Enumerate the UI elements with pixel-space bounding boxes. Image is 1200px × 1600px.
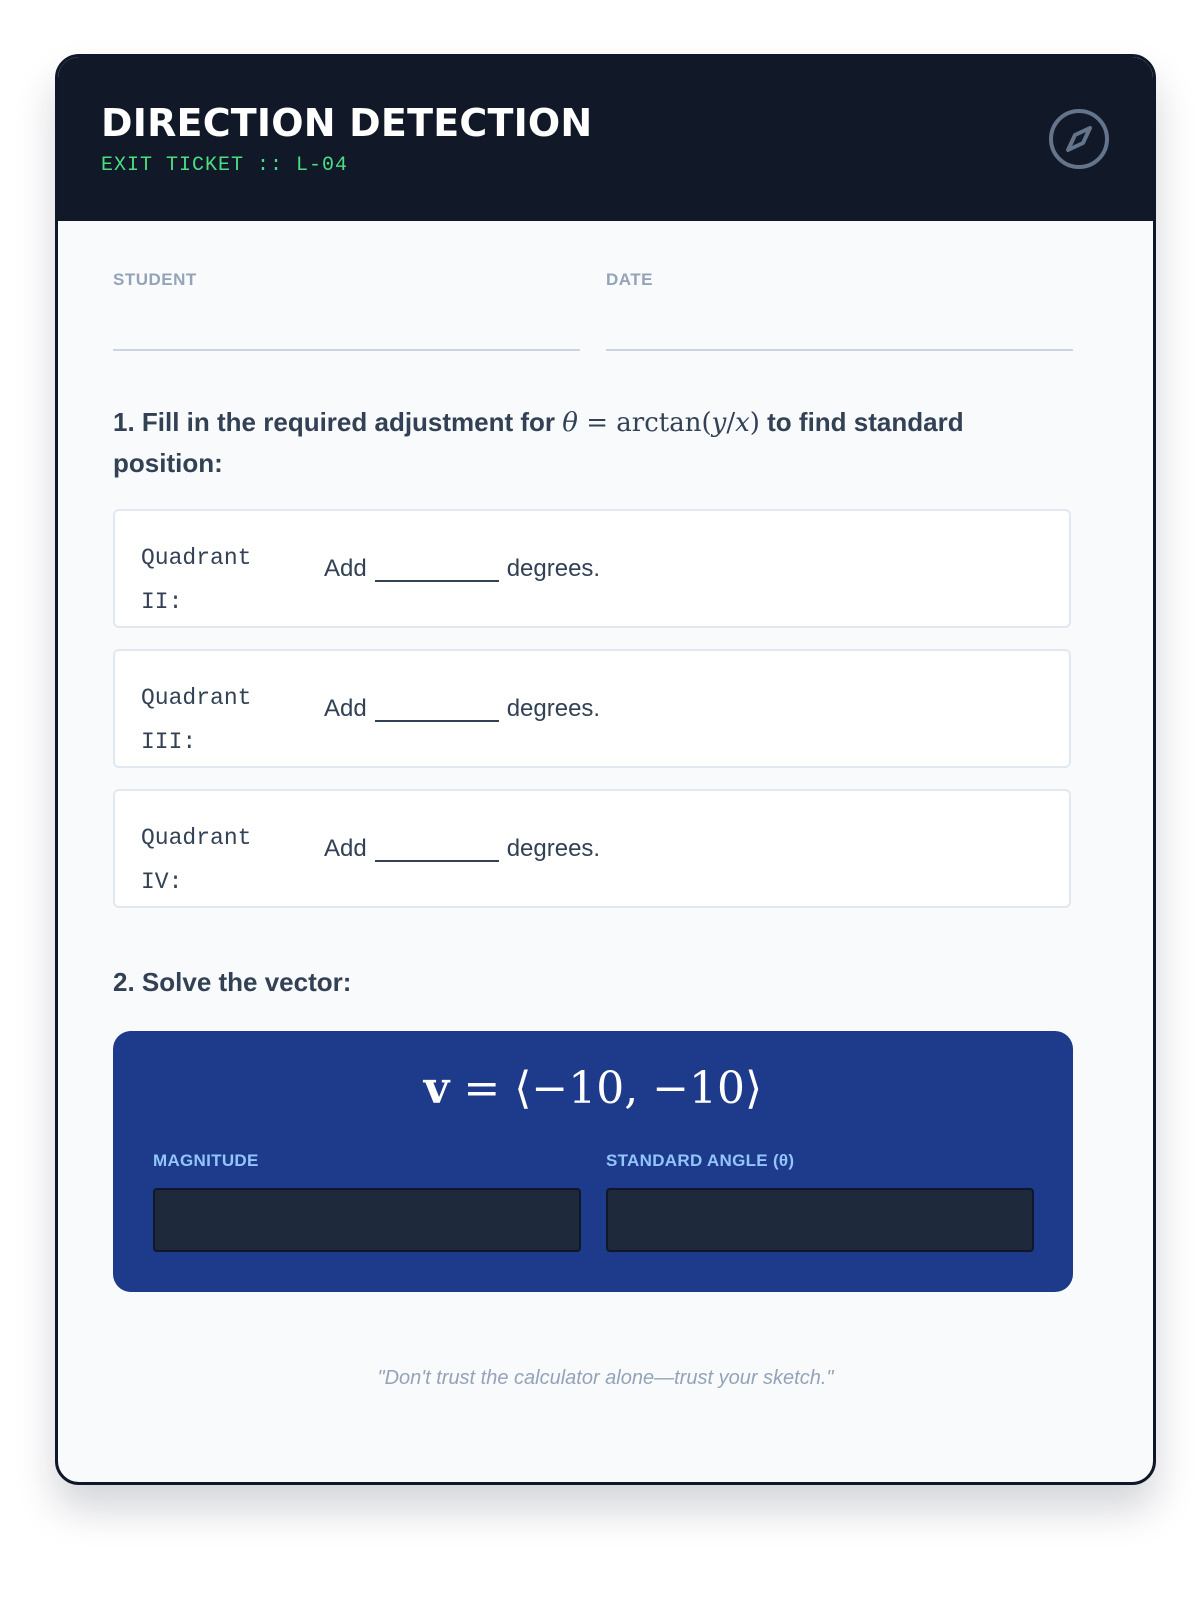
quadrant-label: Quadrant III: bbox=[141, 685, 252, 755]
student-label: STUDENT bbox=[113, 270, 197, 289]
quadrant-adjustment bbox=[324, 791, 600, 906]
question-1-heading bbox=[113, 402, 1073, 483]
unit-text: degrees. bbox=[506, 554, 601, 582]
vector-symbol: v bbox=[423, 1063, 450, 1114]
vector-equation bbox=[113, 1063, 1073, 1114]
standard-angle-input[interactable] bbox=[606, 1188, 1034, 1252]
quadrant-row-iii bbox=[113, 649, 1071, 768]
unit-text: degrees. bbox=[506, 694, 601, 722]
page-title: DIRECTION DETECTION bbox=[101, 101, 593, 145]
formula-slash: / bbox=[726, 408, 736, 438]
standard-angle-label: STANDARD ANGLE (θ) bbox=[606, 1151, 795, 1170]
add-text: Add bbox=[324, 554, 367, 582]
magnitude-input[interactable] bbox=[153, 1188, 581, 1252]
quadrant-label: Quadrant IV: bbox=[141, 825, 252, 895]
formula-theta: θ bbox=[562, 408, 578, 438]
quadrant-ii-blank[interactable] bbox=[375, 556, 499, 582]
question-2-heading: 2. Solve the vector: bbox=[113, 967, 352, 997]
formula-close: ) bbox=[749, 408, 760, 438]
footer-quote: "Don't trust the calculator alone—trust your sketch." bbox=[377, 1367, 834, 1389]
vector-panel bbox=[113, 1031, 1073, 1292]
quadrant-label: Quadrant II: bbox=[141, 545, 252, 615]
formula-eq: = arctan( bbox=[577, 408, 712, 438]
question-1-prefix: 1. Fill in the required adjustment for bbox=[113, 407, 556, 437]
add-text: Add bbox=[324, 834, 367, 862]
magnitude-label: MAGNITUDE bbox=[153, 1151, 259, 1170]
date-label: DATE bbox=[606, 270, 654, 289]
quadrant-adjustment bbox=[324, 651, 600, 766]
formula-y: y bbox=[711, 408, 727, 438]
student-field[interactable] bbox=[113, 349, 580, 351]
page-subtitle: EXIT TICKET :: L-04 bbox=[101, 154, 349, 177]
compass-icon bbox=[1048, 108, 1110, 170]
add-text: Add bbox=[324, 694, 367, 722]
formula-x: x bbox=[735, 408, 750, 438]
quadrant-iv-blank[interactable] bbox=[375, 836, 499, 862]
date-field[interactable] bbox=[606, 349, 1073, 351]
arctan-formula bbox=[562, 408, 760, 438]
vector-components: = ⟨−10, −10⟩ bbox=[449, 1063, 763, 1114]
quadrant-adjustment bbox=[324, 511, 600, 626]
quadrant-iii-blank[interactable] bbox=[375, 696, 499, 722]
quadrant-row-ii bbox=[113, 509, 1071, 628]
quadrant-row-iv bbox=[113, 789, 1071, 908]
exit-ticket-card bbox=[55, 54, 1156, 1485]
unit-text: degrees. bbox=[506, 834, 601, 862]
header bbox=[58, 57, 1153, 221]
question-1-suffix: to find standard position: bbox=[113, 407, 964, 478]
